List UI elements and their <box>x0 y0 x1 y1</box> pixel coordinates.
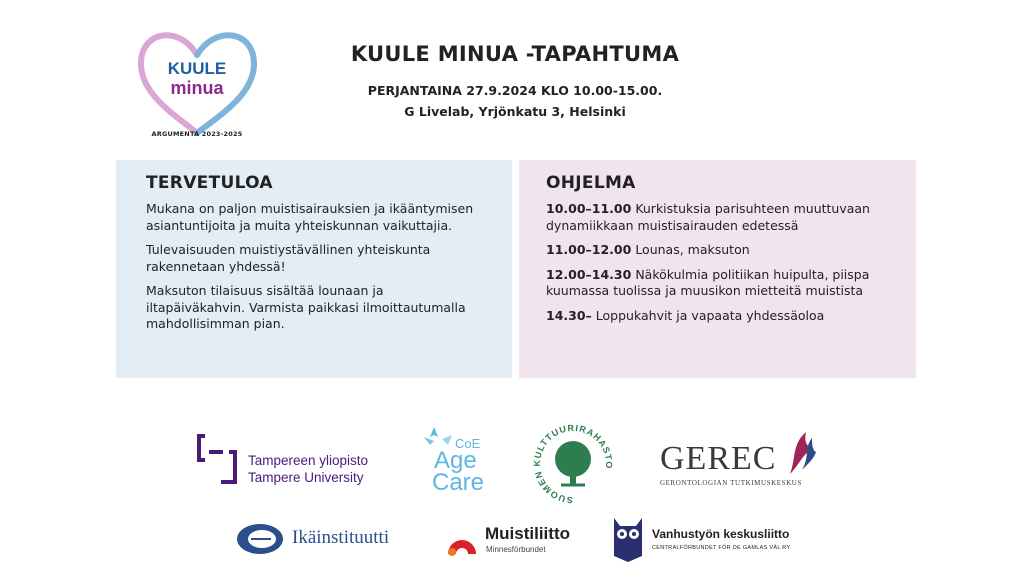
kulttuurirahasto-logo <box>528 423 618 505</box>
program-item <box>546 308 896 325</box>
vanhustyo-subtitle: CENTRALFÖRBUNDET FÖR DE GAMLAS VÄL RY <box>652 545 791 551</box>
program-item <box>546 201 896 234</box>
muistiliitto-icon <box>444 524 480 558</box>
tuni-name-en: Tampere University <box>248 470 364 485</box>
welcome-heading: TERVETULOA <box>146 173 273 193</box>
program-text: Kurkistuksia parisuhteen muuttuvaan dynamiikkaan muistisairauden edetessä <box>546 201 870 233</box>
program-time: 10.00–11.00 <box>546 201 632 216</box>
welcome-paragraph: Maksuton tilaisuus sisältää lounaan ja iltapäiväkahvin. Varmista paikkasi ilmoittautumalla mahdollisimman pian. <box>146 283 466 331</box>
heart-icon <box>135 25 260 143</box>
program-time: 11.00–12.00 <box>546 242 632 257</box>
welcome-paragraph: Mukana on paljon muistisairauksien ja ikääntymisen asiantuntijoita ja muita yhteiskunnan vaikuttajia. <box>146 201 474 233</box>
tree-ring-text: SUOMEN KULTTUURIRAHASTO <box>531 423 615 505</box>
logo-caption: ARGUMENTA 2023-2025 <box>151 130 243 138</box>
program-panel <box>519 160 916 378</box>
flame-icon <box>788 430 818 476</box>
vanhustyo-text: Vanhustyön keskusliitto <box>652 527 790 541</box>
muistiliitto-subtitle: Minnesförbundet <box>486 545 546 554</box>
muistiliitto-text: Muistiliitto <box>485 524 570 543</box>
program-item <box>546 242 896 259</box>
event-date: PERJANTAINA 27.9.2024 KLO 10.00-15.00. <box>367 83 663 98</box>
kuule-minua-logo <box>135 25 260 143</box>
welcome-paragraph: Tulevaisuuden muistiystävällinen yhteiskunta rakennetaan yhdessä! <box>146 242 431 274</box>
coe-age-text: Age <box>434 447 477 474</box>
ikainstituutti-text: Ikäinstituutti <box>292 527 390 548</box>
gerec-subtitle: GERONTOLOGIAN TUTKIMUSKESKUS <box>660 479 802 487</box>
program-text: Loppukahvit ja vapaata yhdessäoloa <box>595 307 825 323</box>
program-heading: OHJELMA <box>546 173 636 193</box>
logo-line1: KUULE <box>167 59 227 78</box>
logo-line2: minua <box>170 78 224 98</box>
program-text: Näkökulmia politiikan huipulta, piispa kuumassa tuolissa ja muusikon mietteitä muistista <box>546 266 870 298</box>
coe-care-text: Care <box>432 469 485 496</box>
gerec-logo-text: GEREC <box>660 440 777 477</box>
program-time: 14.30– <box>546 307 592 323</box>
event-venue: G Livelab, Yrjönkatu 3, Helsinki <box>404 104 626 119</box>
tuni-name-fi: Tampereen yliopisto <box>248 453 369 468</box>
tree-icon <box>528 423 618 505</box>
program-item <box>546 267 896 300</box>
welcome-panel <box>116 160 512 378</box>
program-text: Lounas, maksuton <box>635 242 750 257</box>
tuni-mark-icon <box>195 430 245 490</box>
page-title: KUULE MINUA -TAPAHTUMA <box>350 42 680 66</box>
owl-icon <box>610 516 646 564</box>
coe-text: CoE <box>455 436 481 451</box>
program-time: 12.00–14.30 <box>546 266 632 282</box>
ikainstituutti-icon <box>235 522 285 556</box>
